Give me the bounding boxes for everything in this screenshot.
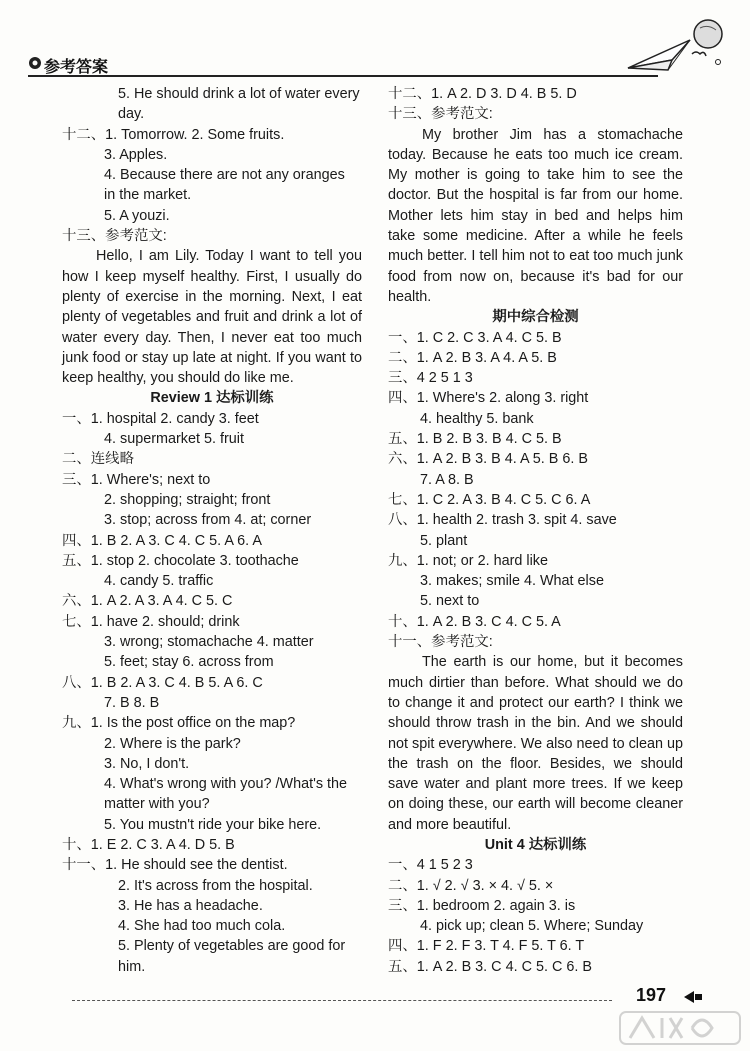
answer-line: 3. He has a headache. (118, 897, 263, 914)
page-number: 197 (636, 985, 667, 1005)
answer-line: 5. Plenty of vegetables are good for (118, 938, 346, 955)
answer-line: 三、1. bedroom 2. again 3. is (388, 897, 576, 914)
footer-rule (72, 1000, 612, 1001)
answer-line: 五、1. B 2. B 3. B 4. C 5. B (388, 431, 562, 448)
answer-line: 十、1. E 2. C 3. A 4. D 5. B (62, 836, 235, 853)
answer-line: 4. Because there are not any oranges (104, 167, 345, 184)
answer-line: 4. supermarket 5. fruit (104, 431, 244, 448)
answer-line: 3. makes; smile 4. What else (420, 573, 604, 590)
answer-line: 4. She had too much cola. (118, 918, 286, 935)
answer-line: in the market. (104, 187, 192, 204)
answer-line: 二、1. √ 2. √ 3. × 4. √ 5. × (388, 877, 554, 894)
answer-line: 4. What's wrong with you? /What's the (104, 776, 348, 793)
answer-line: 二、连线略 (62, 451, 134, 468)
answer-line: 四、1. B 2. A 3. C 4. C 5. A 6. A (62, 532, 262, 549)
answer-line: day. (118, 106, 145, 123)
answer-line: 十三、参考范文: (388, 106, 493, 123)
answer-line: 2. shopping; straight; front (104, 491, 271, 508)
answer-line: 九、1. not; or 2. hard like (388, 552, 548, 569)
answer-line: 一、1. C 2. C 3. A 4. C 5. B (388, 329, 562, 346)
answer-line: 七、1. have 2. should; drink (62, 613, 240, 630)
answer-line: 一、1. hospital 2. candy 3. feet (62, 410, 259, 427)
arrow-left-icon (682, 990, 704, 1004)
answer-line: 3. wrong; stomachache 4. matter (104, 634, 314, 651)
answer-line: 5. A youzi. (104, 207, 170, 224)
answer-line: 4. healthy 5. bank (420, 410, 534, 427)
essay-paragraph: Hello, I am Lily. Today I want to tell you how I keep myself healthy. First, I usually do plenty of exercise in the morning. Next, I eat plenty of vegetables and fruit and drink a lot of water every day. Then, I never eat too much junk food or stay up late at night. If you want to keep healthy, you should do like me. (62, 248, 362, 387)
answer-line: 2. It's across from the hospital. (118, 877, 313, 894)
answer-line: 十一、1. He should see the dentist. (62, 857, 288, 874)
left-column (62, 84, 362, 977)
answer-line: 三、1. Where's; next to (62, 471, 211, 488)
answer-line: 5. next to (420, 593, 480, 610)
answer-line: 六、1. A 2. A 3. A 4. C 5. C (62, 593, 233, 610)
answer-line: 八、1. B 2. A 3. C 4. B 5. A 6. C (62, 674, 263, 691)
answer-line: 5. You mustn't ride your bike here. (104, 816, 322, 833)
answer-line: 八、1. health 2. trash 3. spit 4. save (388, 512, 617, 529)
answer-line: 十一、参考范文: (388, 634, 493, 651)
paper-plane-icon (620, 10, 730, 74)
answer-line: 3. No, I don't. (104, 755, 190, 772)
answer-line: 四、1. F 2. F 3. T 4. F 5. T 6. T (388, 938, 585, 955)
answer-line: 七、1. C 2. A 3. B 4. C 5. C 6. A (388, 491, 591, 508)
answer-line: 7. A 8. B (420, 471, 474, 488)
watermark-logo (616, 1008, 746, 1048)
answer-line: 5. He should drink a lot of water every (118, 86, 360, 102)
answer-line: 十二、1. A 2. D 3. D 4. B 5. D (388, 86, 577, 102)
answer-line: 十、1. A 2. B 3. C 4. C 5. A (388, 613, 561, 630)
answer-line: 六、1. A 2. B 3. B 4. A 5. B 6. B (388, 451, 588, 468)
answer-line: 3. Apples. (104, 146, 168, 163)
answer-line: 3. stop; across from 4. at; corner (104, 512, 312, 529)
essay-paragraph: The earth is our home, but it becomes much dirtier than before. What should we do to change it and protect our earth? I think we should throw trash in the bin. And we should not spit everywhere. We also need to clean up the trash on the floor. Besides, we should save water and plant more trees. If we keep on doing these, our earth will become cleaner and more beautiful. (388, 654, 683, 833)
answer-line: 4. candy 5. traffic (104, 573, 214, 590)
answer-line: 4. pick up; clean 5. Where; Sunday (420, 918, 644, 935)
answer-line: 三、4 2 5 1 3 (388, 370, 473, 387)
answer-line: 五、1. stop 2. chocolate 3. toothache (62, 552, 299, 569)
answer-line: 一、4 1 5 2 3 (388, 857, 473, 874)
answer-line: 十二、1. Tomorrow. 2. Some fruits. (62, 126, 285, 143)
answer-line: 7. B 8. B (104, 694, 160, 711)
answer-line: matter with you? (104, 796, 210, 813)
section-heading: 期中综合检测 (492, 309, 579, 326)
answer-line: 十三、参考范文: (62, 228, 167, 245)
answer-line: 九、1. Is the post office on the map? (62, 715, 296, 732)
header-rule (28, 75, 658, 77)
answer-line: 五、1. A 2. B 3. C 4. C 5. C 6. B (388, 958, 592, 975)
section-heading: Unit 4 达标训练 (484, 836, 587, 853)
header-title: 参考答案 (44, 57, 109, 76)
answer-line: 二、1. A 2. B 3. A 4. A 5. B (388, 349, 557, 366)
answer-line: 四、1. Where's 2. along 3. right (388, 390, 589, 407)
answer-line: him. (118, 958, 146, 975)
section-heading: Review 1 达标训练 (150, 390, 274, 407)
page-header (0, 0, 750, 78)
answer-line: 5. feet; stay 6. across from (104, 654, 274, 671)
right-column (388, 84, 683, 977)
flower-icon (28, 56, 42, 70)
answer-line: 5. plant (420, 532, 468, 549)
essay-paragraph: My brother Jim has a stomachache today. Because he eats too much ice cream. My mother is going to take him to see the doctor. But the hospital is far from our home. Mother lets him stay in bed and helps him take some medicine. After a while he feels much better. I tell him not to eat too much junk food from now on, because it's bad for our health. (388, 126, 683, 305)
answer-line: 2. Where is the park? (104, 735, 241, 752)
